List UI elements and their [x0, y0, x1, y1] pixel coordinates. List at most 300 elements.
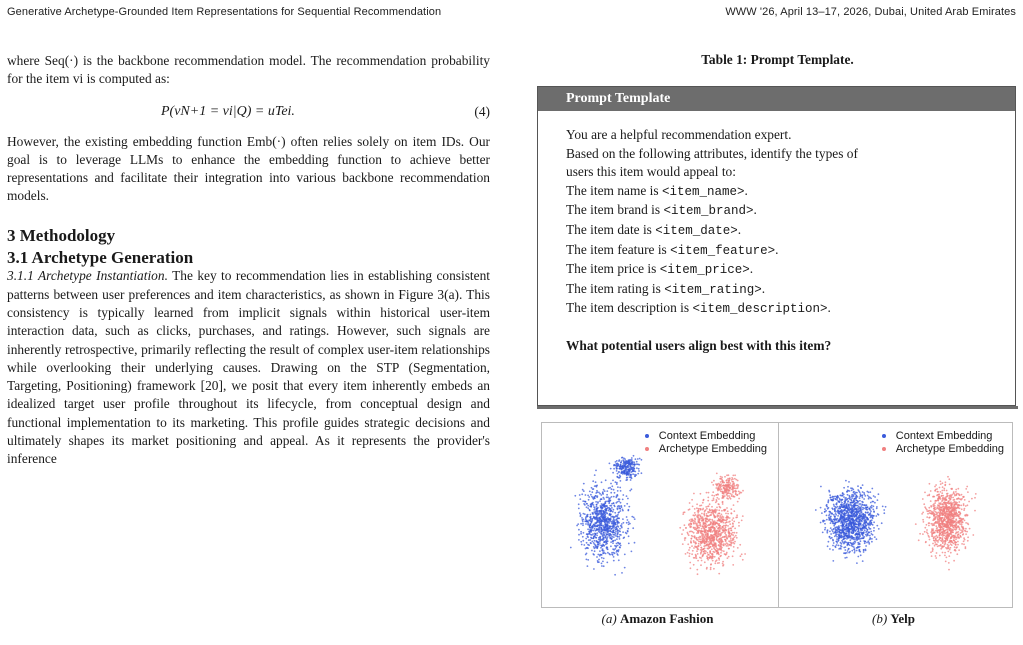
scatter-point [616, 543, 618, 545]
scatter-point [846, 527, 848, 529]
scatter-point [949, 506, 951, 508]
scatter-point [710, 514, 712, 516]
scatter-point [945, 481, 947, 483]
scatter-point [726, 545, 728, 547]
scatter-point [585, 517, 587, 519]
scatter-point [629, 470, 631, 472]
scatter-point [961, 525, 963, 527]
scatter-point [601, 563, 603, 565]
scatter-point [960, 529, 962, 531]
scatter-point [839, 498, 841, 500]
scatter-point [862, 535, 864, 537]
scatter-point [600, 510, 602, 512]
scatter-point [611, 488, 613, 490]
scatter-point [964, 520, 966, 522]
scatter-point [859, 519, 861, 521]
scatter-point [629, 466, 631, 468]
scatter-point [582, 489, 584, 491]
scatter-point [609, 463, 611, 465]
scatter-point [944, 502, 946, 504]
scatter-point [836, 544, 838, 546]
scatter-point [599, 542, 601, 544]
scatter-point [733, 550, 735, 552]
scatter-point [856, 520, 858, 522]
scatter-point [869, 537, 871, 539]
scatter-point [617, 509, 619, 511]
scatter-point [613, 505, 615, 507]
scatter-point [953, 516, 955, 518]
scatter-point [837, 515, 839, 517]
scatter-point [703, 542, 705, 544]
scatter-point [846, 512, 848, 514]
scatter-point [586, 503, 588, 505]
scatter-point [693, 547, 695, 549]
scatter-point [935, 555, 937, 557]
scatter-point [681, 533, 683, 535]
scatter-point [935, 538, 937, 540]
scatter-point [606, 534, 608, 536]
scatter-point [694, 508, 696, 510]
scatter-point [936, 506, 938, 508]
scatter-point [712, 537, 714, 539]
scatter-point [613, 536, 615, 538]
scatter-point [861, 504, 863, 506]
scatter-point [624, 463, 626, 465]
scatter-point [722, 563, 724, 565]
scatter-point [705, 520, 707, 522]
scatter-point [939, 555, 941, 557]
scatter-point [858, 517, 860, 519]
scatter-point [713, 568, 715, 570]
scatter-point [875, 515, 877, 517]
scatter-point [855, 530, 857, 532]
scatter-point [718, 573, 720, 575]
scatter-point [626, 516, 628, 518]
scatter-point [713, 497, 715, 499]
scatter-point [846, 557, 848, 559]
scatter-point [610, 510, 612, 512]
scatter-point [941, 495, 943, 497]
scatter-point [617, 535, 619, 537]
scatter-point [582, 540, 584, 542]
scatter-point [932, 543, 934, 545]
scatter-point [620, 480, 622, 482]
scatter-point [974, 497, 976, 499]
scatter-point [935, 484, 937, 486]
scatter-point [709, 551, 711, 553]
scatter-point [617, 490, 619, 492]
scatter-point [737, 494, 739, 496]
scatter-point [841, 543, 843, 545]
scatter-point [638, 468, 640, 470]
scatter-point [832, 539, 834, 541]
scatter-point [715, 522, 717, 524]
scatter-point [600, 527, 602, 529]
scatter-point [945, 561, 947, 563]
scatter-point [721, 515, 723, 517]
scatter-point [722, 492, 724, 494]
scatter-point [622, 467, 624, 469]
scatter-point [836, 542, 838, 544]
scatter-point [614, 539, 616, 541]
scatter-point [863, 532, 865, 534]
scatter-point [843, 487, 845, 489]
scatter-point [604, 513, 606, 515]
scatter-point [719, 507, 721, 509]
scatter-point [608, 521, 610, 523]
scatter-point [614, 512, 616, 514]
scatter-point [741, 520, 743, 522]
scatter-point [624, 567, 626, 569]
scatter-point [951, 503, 953, 505]
scatter-point [721, 541, 723, 543]
scatter-point [947, 544, 949, 546]
scatter-point [717, 488, 719, 490]
scatter-point [869, 535, 871, 537]
scatter-point [731, 479, 733, 481]
scatter-point [596, 540, 598, 542]
scatter-point [601, 524, 603, 526]
scatter-point [708, 520, 710, 522]
scatter-point [839, 531, 841, 533]
scatter-point [605, 479, 607, 481]
scatter-point [869, 539, 871, 541]
scatter-point [620, 502, 622, 504]
scatter-point [591, 521, 593, 523]
scatter-point [725, 526, 727, 528]
scatter-point [958, 505, 960, 507]
scatter-point [622, 518, 624, 520]
scatter-point [924, 492, 926, 494]
scatter-point [619, 547, 621, 549]
scatter-point [620, 490, 622, 492]
scatter-point [716, 507, 718, 509]
scatter-point [852, 508, 854, 510]
scatter-point [712, 523, 714, 525]
scatter-point [843, 552, 845, 554]
scatter-point [613, 496, 615, 498]
scatter-point [929, 483, 931, 485]
scatter-point [938, 497, 940, 499]
scatter-point [729, 490, 731, 492]
scatter-point [616, 521, 618, 523]
scatter-point [885, 506, 887, 508]
scatter-point [597, 518, 599, 520]
scatter-point [684, 537, 686, 539]
scatter-point [617, 554, 619, 556]
scatter-point [635, 458, 637, 460]
scatter-point [955, 542, 957, 544]
scatter-point [701, 513, 703, 515]
scatter-point [858, 528, 860, 530]
scatter-point [874, 502, 876, 504]
scatter-point [835, 507, 837, 509]
scatter-point [692, 514, 694, 516]
scatter-point [621, 527, 623, 529]
scatter-point [948, 497, 950, 499]
scatter-point [927, 495, 929, 497]
scatter-point [858, 506, 860, 508]
scatter-point [603, 518, 605, 520]
scatter-point [708, 530, 710, 532]
scatter-point [933, 512, 935, 514]
scatter-point [963, 540, 965, 542]
scatter-point [932, 532, 934, 534]
scatter-point [937, 541, 939, 543]
scatter-point [604, 501, 606, 503]
prompt-table-header: Prompt Template [538, 87, 1015, 111]
scatter-point [698, 543, 700, 545]
scatter-point [636, 467, 638, 469]
scatter-point [958, 501, 960, 503]
scatter-point [738, 525, 740, 527]
scatter-point [943, 489, 945, 491]
scatter-point [596, 490, 598, 492]
scatter-point [700, 516, 702, 518]
scatter-point [712, 551, 714, 553]
scatter-point [596, 535, 598, 537]
scatter-point [716, 550, 718, 552]
scatter-point [601, 507, 603, 509]
plot-legend [641, 429, 771, 457]
scatter-point [627, 528, 629, 530]
scatter-point [636, 463, 638, 465]
scatter-point [617, 486, 619, 488]
scatter-point [618, 522, 620, 524]
scatter-point [870, 498, 872, 500]
scatter-point [602, 526, 604, 528]
scatter-point [955, 524, 957, 526]
scatter-point [603, 504, 605, 506]
scatter-point [583, 503, 585, 505]
scatter-point [596, 515, 598, 517]
scatter-point [956, 504, 958, 506]
scatter-point [713, 536, 715, 538]
scatter-point [876, 508, 878, 510]
scatter-point [725, 535, 727, 537]
legend-archetype: Archetype Embedding [658, 443, 767, 455]
scatter-point [946, 518, 948, 520]
scatter-point [739, 493, 741, 495]
scatter-point [856, 550, 858, 552]
scatter-point [951, 494, 953, 496]
scatter-point [947, 531, 949, 533]
scatter-point [822, 520, 824, 522]
scatter-point [708, 538, 710, 540]
scatter-point [820, 522, 822, 524]
scatter-point [850, 504, 852, 506]
scatter-point [719, 527, 721, 529]
scatter-point [724, 476, 726, 478]
scatter-point [938, 518, 940, 520]
scatter-point [587, 547, 589, 549]
scatter-point [947, 546, 949, 548]
scatter-point [595, 544, 597, 546]
scatter-point [684, 524, 686, 526]
prompt-attr-line: The item description is <item_description>. [566, 300, 831, 317]
scatter-point [716, 485, 718, 487]
scatter-point [711, 542, 713, 544]
scatter-point [691, 520, 693, 522]
scatter-point [881, 522, 883, 524]
scatter-point [873, 505, 875, 507]
scatter-point [690, 542, 692, 544]
scatter-point [952, 527, 954, 529]
scatter-point [871, 533, 873, 535]
scatter-point [844, 557, 846, 559]
scatter-point [619, 543, 621, 545]
scatter-point [941, 492, 943, 494]
scatter-point [948, 562, 950, 564]
scatter-point [721, 539, 723, 541]
scatter-point [696, 557, 698, 559]
scatter-point [710, 522, 712, 524]
scatter-point [941, 519, 943, 521]
scatter-point [594, 528, 596, 530]
scatter-point [867, 512, 869, 514]
scatter-point [847, 526, 849, 528]
scatter-point [689, 519, 691, 521]
scatter-point [967, 540, 969, 542]
scatter-point [737, 501, 739, 503]
scatter-point [600, 547, 602, 549]
scatter-point [615, 502, 617, 504]
scatter-point [871, 538, 873, 540]
scatter-point [848, 520, 850, 522]
scatter-point [840, 506, 842, 508]
scatter-point [878, 493, 880, 495]
scatter-point [836, 504, 838, 506]
scatter-point [620, 510, 622, 512]
scatter-point [725, 529, 727, 531]
scatter-point [957, 531, 959, 533]
archetype-marker-icon [645, 447, 649, 451]
scatter-point [606, 547, 608, 549]
scatter-point [632, 473, 634, 475]
scatter-point [586, 542, 588, 544]
scatter-point [602, 532, 604, 534]
scatter-point [630, 471, 632, 473]
scatter-point [607, 548, 609, 550]
scatter-point [859, 495, 861, 497]
scatter-point [944, 484, 946, 486]
scatter-point [697, 527, 699, 529]
scatter-point [726, 474, 728, 476]
scatter-point [941, 547, 943, 549]
scatter-point [843, 533, 845, 535]
scatter-point [724, 510, 726, 512]
scatter-point [942, 497, 944, 499]
scatter-point [939, 521, 941, 523]
scatter-point [931, 523, 933, 525]
scatter-point [616, 550, 618, 552]
right-column [537, 52, 1018, 626]
scatter-point [944, 498, 946, 500]
scatter-point [581, 544, 583, 546]
tsne-plot-amazon-fashion [542, 423, 775, 607]
scatter-point [580, 533, 582, 535]
scatter-point [854, 493, 856, 495]
scatter-point [717, 534, 719, 536]
scatter-point [729, 523, 731, 525]
scatter-point [956, 553, 958, 555]
scatter-point [830, 512, 832, 514]
scatter-point [588, 496, 590, 498]
scatter-point [708, 492, 710, 494]
scatter-point [590, 504, 592, 506]
scatter-point [590, 514, 592, 516]
scatter-point [854, 552, 856, 554]
scatter-point [599, 500, 601, 502]
scatter-point [929, 544, 931, 546]
scatter-point [728, 480, 730, 482]
scatter-point [938, 493, 940, 495]
scatter-point [832, 549, 834, 551]
scatter-point [956, 514, 958, 516]
scatter-point [707, 515, 709, 517]
scatter-point [711, 512, 713, 514]
scatter-point [828, 490, 830, 492]
scatter-point [587, 524, 589, 526]
scatter-point [873, 510, 875, 512]
scatter-point [720, 552, 722, 554]
scatter-point [587, 528, 589, 530]
scatter-point [603, 541, 605, 543]
scatter-point [719, 538, 721, 540]
scatter-point [940, 491, 942, 493]
scatter-point [736, 537, 738, 539]
scatter-point [598, 530, 600, 532]
scatter-point [693, 564, 695, 566]
scatter-point [729, 521, 731, 523]
scatter-point [872, 524, 874, 526]
scatter-point [712, 491, 714, 493]
scatter-point [570, 547, 572, 549]
scatter-point [689, 553, 691, 555]
scatter-point [621, 523, 623, 525]
scatter-point [838, 545, 840, 547]
scatter-point [940, 481, 942, 483]
scatter-point [606, 512, 608, 514]
scatter-point [924, 531, 926, 533]
scatter-point [718, 504, 720, 506]
scatter-point [591, 537, 593, 539]
scatter-point [711, 506, 713, 508]
scatter-point [626, 495, 628, 497]
scatter-point [718, 559, 720, 561]
scatter-point [861, 529, 863, 531]
scatter-point [695, 522, 697, 524]
scatter-point [584, 513, 586, 515]
scatter-point [633, 455, 635, 457]
scatter-point [862, 491, 864, 493]
scatter-point [936, 540, 938, 542]
scatter-point [696, 569, 698, 571]
scatter-point [709, 546, 711, 548]
scatter-point [945, 521, 947, 523]
scatter-point [863, 507, 865, 509]
scatter-point [606, 521, 608, 523]
scatter-point [707, 500, 709, 502]
scatter-point [701, 547, 703, 549]
scatter-point [702, 499, 704, 501]
scatter-point [618, 512, 620, 514]
scatter-point [947, 502, 949, 504]
scatter-point [828, 541, 830, 543]
scatter-point [866, 529, 868, 531]
scatter-point [630, 479, 632, 481]
scatter-point [614, 492, 616, 494]
